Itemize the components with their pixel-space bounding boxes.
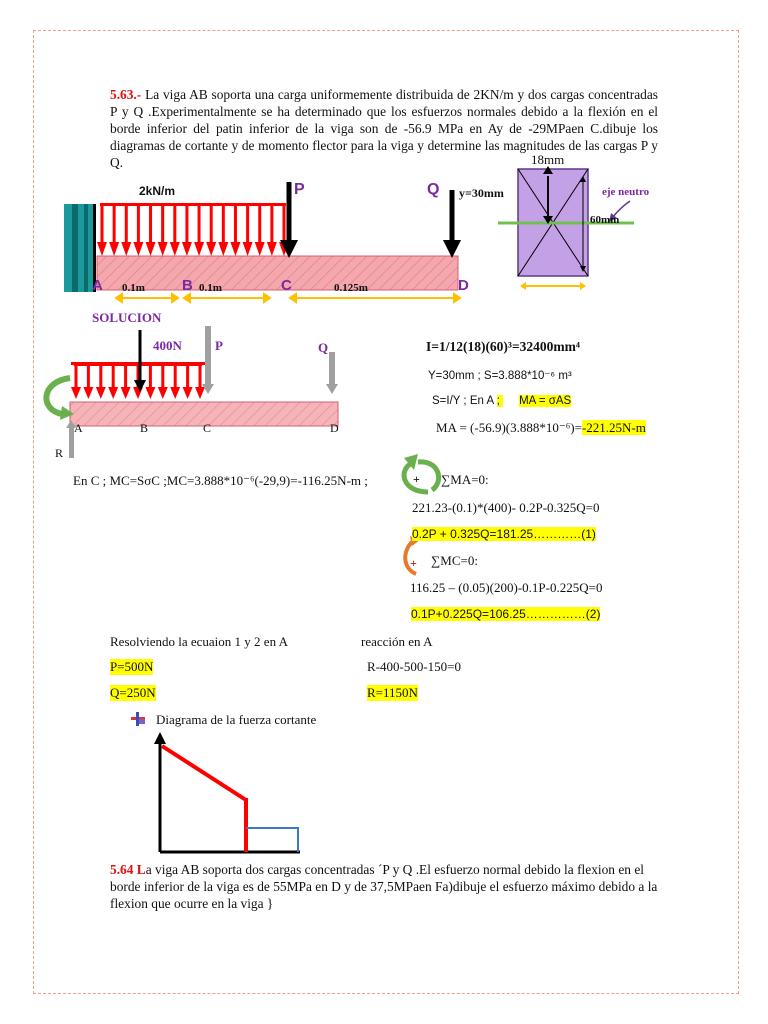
y-s-equation: Y=30mm ; S=3.888*10⁻⁶ m³ — [428, 370, 572, 382]
moment-arrow-a — [46, 378, 74, 420]
solution-p-arrow — [202, 326, 214, 394]
problem-564-text — [110, 861, 658, 912]
load-arrow-head — [71, 387, 81, 399]
problem-statement: La viga AB soporta una carga uniformemente distribuida de 2KN/m y dos cargas concentradas P y Q .Experimentalmente se ha determinado que los esfuerzos normales debido a la flexión en el borde inferior del patin inferior de la viga son de -56.9 MPa en Ay de -29MPaen C.dibuje los diagramas de cortante y de momento flector para la viga y determine las magnitudes de las cargas P y Q. — [110, 87, 658, 170]
reaction-r-label: R — [55, 446, 64, 460]
force-400n-label: 400N — [153, 338, 182, 353]
point-b-label: B — [182, 277, 193, 294]
reaction-equation: R-400-500-150=0 — [367, 659, 461, 674]
load-arrow-head — [121, 242, 131, 256]
load-arrow-head — [182, 242, 192, 256]
solution-load-top — [71, 362, 205, 365]
load-arrow-head — [146, 242, 156, 256]
solution-point-b: B — [140, 421, 149, 435]
inertia-equation: I=1/12(18)(60)³=32400mm⁴ — [426, 339, 580, 354]
s-def-text: S=I/Y ; En A — [432, 395, 497, 407]
load-arrow-head — [243, 242, 253, 256]
span-ab-label: 0.1m — [122, 282, 145, 294]
problem-number: 5.63.- — [110, 87, 142, 102]
load-arrow-head — [183, 387, 193, 399]
load-arrow-head — [170, 242, 180, 256]
load-arrow-head — [230, 242, 240, 256]
point-c-label: C — [281, 277, 292, 294]
p-result: P=500N — [110, 659, 154, 674]
r-result: R=1150N — [367, 685, 418, 700]
section-width-label: 18mm — [531, 152, 565, 167]
point-d-label: D — [458, 277, 469, 294]
bullet-icon — [131, 712, 145, 726]
load-arrow-head — [96, 387, 106, 399]
load-arrow-head — [121, 387, 131, 399]
s-def-sep: ; — [496, 395, 504, 407]
point-a-label: A — [92, 277, 103, 294]
moment-equation-a: 221.23-(0.1)*(400)- 0.2P-0.325Q=0 — [412, 500, 600, 515]
ma-value-result: -221.25N-m — [581, 420, 646, 435]
resolve-text: Resolviendo la ecuaion 1 y 2 en A — [110, 634, 288, 649]
beam-body — [97, 256, 458, 290]
solution-point-c: C — [203, 421, 212, 435]
moment-ccw-icon — [404, 454, 439, 492]
ma-formula: MA = σAS — [519, 395, 572, 407]
load-arrow-head — [145, 387, 155, 399]
en-c-equation: En C ; MC=SσC ;MC=3.888*10⁻⁶(-29,9)=-116.25N-m ; — [73, 473, 368, 488]
shear-line-ab — [162, 746, 246, 800]
p-label: P — [294, 181, 305, 198]
span-bc-label: 0.1m — [199, 282, 222, 294]
load-arrow-head — [195, 387, 205, 399]
load-arrow-head — [255, 242, 265, 256]
neutral-axis-label: eje neutro — [602, 186, 650, 198]
load-arrow-head — [83, 387, 93, 399]
cross-section — [498, 166, 634, 290]
plus-sign-1: + — [413, 472, 420, 486]
load-arrow-head — [194, 242, 204, 256]
y-distance-label: y=30mm — [459, 186, 504, 200]
load-arrow-head — [108, 387, 118, 399]
load-arrow-head — [158, 387, 168, 399]
moment-equation-c: 116.25 – (0.05)(200)-0.1P-0.225Q=0 — [410, 580, 603, 595]
solution-title: SOLUCION — [92, 310, 162, 325]
dimension-lines — [116, 294, 460, 302]
solution-q-arrow — [326, 352, 338, 394]
load-top-bar — [100, 203, 286, 206]
shear-segment-cd — [246, 828, 298, 852]
solution-point-d: D — [330, 421, 339, 435]
shear-diagram — [154, 732, 300, 852]
load-arrow-head — [97, 242, 107, 256]
equation-2: 0.1P+0.225Q=106.25……………(2) — [411, 607, 601, 621]
solution-point-a: A — [74, 421, 83, 435]
load-arrow-head — [109, 242, 119, 256]
plus-sign-2: + — [410, 556, 417, 570]
load-arrow-head — [206, 242, 216, 256]
section-height-label: 60mm — [590, 214, 620, 226]
span-cd-label: 0.125m — [334, 282, 368, 294]
force-400n-arrow — [134, 330, 146, 392]
load-arrow-head — [218, 242, 228, 256]
problem-564-number: 5.64 L — [110, 862, 146, 877]
load-arrow-head — [133, 242, 143, 256]
equation-1: 0.2P + 0.325Q=181.25…………(1) — [412, 527, 596, 541]
reaction-text: reacción en A — [361, 634, 433, 649]
solution-q-label: Q — [318, 340, 329, 355]
q-label: Q — [427, 181, 440, 198]
s-definition — [432, 395, 571, 407]
load-arrow-head — [170, 387, 180, 399]
q-result: Q=250N — [110, 685, 156, 700]
sum-mc-equation: ∑MC=0: — [431, 553, 478, 568]
solution-p-label: P — [215, 338, 223, 353]
distributed-load-arrows — [97, 203, 289, 256]
load-arrow-head — [267, 242, 277, 256]
problem-564-statement: a viga AB soporta dos cargas concentradas ´P y Q .El esfuerzo normal debido la flexion en el borde inferior de la viga es de 55MPa en D y de 37,5MPaen Fa)dibuje el esfuerzo máximo debido a la flexion que ocurre en la viga } — [110, 862, 658, 911]
shear-diagram-title: Diagrama de la fuerza cortante — [156, 712, 317, 727]
ma-value-text: MA = (-56.9)(3.888*10⁻⁶)= — [436, 420, 582, 435]
sum-ma-equation: ∑MA=0: — [441, 472, 489, 487]
load-arrow-head — [158, 242, 168, 256]
ma-value — [436, 420, 646, 436]
load-label: 2kN/m — [139, 184, 176, 198]
